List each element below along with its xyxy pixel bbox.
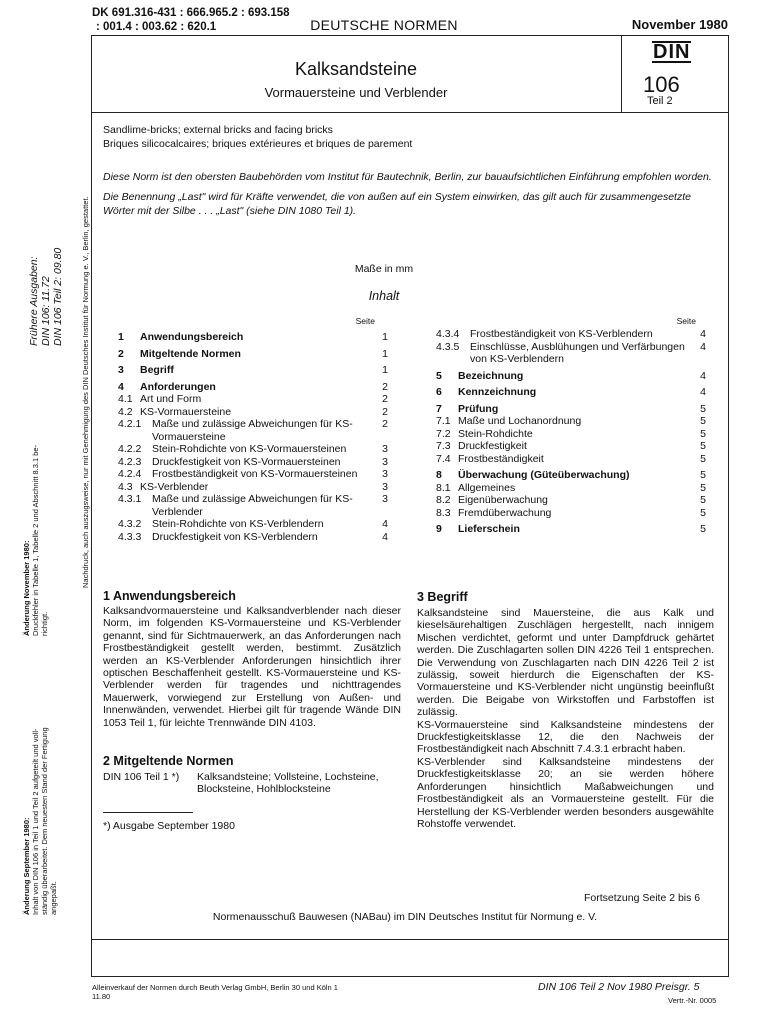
toc-number: 4.2.3 xyxy=(118,455,142,468)
toc-page-label-left: Seite xyxy=(355,316,375,326)
toc-number: 4.3.3 xyxy=(118,530,142,543)
toc-entry xyxy=(436,453,706,466)
toc-number: 4.2.4 xyxy=(118,468,142,480)
issue-date: November 1980 xyxy=(631,17,728,32)
toc-number: 4 xyxy=(118,380,124,393)
toc-title: KS-Verblender xyxy=(140,480,209,493)
toc-title: Allgemeines xyxy=(458,481,516,494)
paragraph: Kalksandsteine sind Mauersteine, die aus Kalk und kieselsäurehaltigen Zuschlägen hergestellt, nach innigem Mischen verdichtet, geformt und unter Dampfdruck gehärtet werden. Die Zuschlagarten sollen DIN 4226 Teil 1 entsprechen. Die Verwendung von Zuschlagarten nach DIN 4226 Teil 2 ist zulässig, soweit hierdurch die Eigenschaften der KS-Vormauersteine und KS-Verblender nicht ungünstig beeinflußt werden. Die Beigabe von Wirkstoffen und Farbstoffen ist zulässig. xyxy=(417,607,714,719)
toc-entry xyxy=(118,456,388,469)
toc-number: 4.3.4 xyxy=(436,328,460,340)
toc-entry xyxy=(436,415,706,428)
amendment-september xyxy=(22,727,58,915)
paragraph: KS-Verblender sind Kalksandsteine mindestens der Druckfestigkeitsklasse 20; an sie werden höhere Anforderungen hinsichtlich Maßabweichungen und Frostbeständigkeit als an Vormauersteine gestellt. Für die Herstellung der KS-Verblender werden besonders ausgewählte Rohstoffe verwendet. xyxy=(417,755,714,830)
english-title: Sandlime-bricks; external bricks and facing bricks xyxy=(103,124,333,136)
toc-number: 4.3.1 xyxy=(118,493,142,505)
toc-page-number: 4 xyxy=(700,369,706,382)
toc-number: 9 xyxy=(436,523,442,535)
previous-editions-title: Frühere Ausgaben: xyxy=(28,256,40,346)
toc-number: 3 xyxy=(118,364,124,376)
toc-title: Stein-Rohdichte von KS-Verblendern xyxy=(152,518,324,530)
toc-entry xyxy=(118,468,388,481)
preliminary-notes xyxy=(103,170,715,224)
toc-page-number: 2 xyxy=(382,393,388,405)
din-logo: DIN xyxy=(653,41,691,63)
toc-number: 4.3.5 xyxy=(436,340,460,353)
toc-page-number: 5 xyxy=(700,494,706,506)
toc-entry xyxy=(118,531,388,544)
toc-title: Eigenüberwachung xyxy=(458,494,548,506)
publisher-note xyxy=(92,983,338,1001)
contents-heading: Inhalt xyxy=(368,289,400,303)
toc-title: Überwachung (Güteüberwachung) xyxy=(458,469,630,481)
toc-entry xyxy=(118,406,388,419)
note-paragraph: Diese Norm ist den obersten Baubehörden vom Institut für Bautechnik, Berlin, zur bauaufsichtlichen Einführung empfohlen worden. xyxy=(103,171,712,183)
toc-number: 1 xyxy=(118,331,124,343)
toc-entry xyxy=(436,440,706,453)
toc-entry xyxy=(118,364,388,377)
toc-page-number: 3 xyxy=(382,468,388,480)
toc-entry xyxy=(436,328,706,341)
toc-number: 4.2.2 xyxy=(118,443,142,455)
toc-page-number: 3 xyxy=(382,443,388,455)
toc-page-number: 5 xyxy=(700,506,706,519)
toc-title: Bezeichnung xyxy=(458,369,524,382)
toc-number: 4.3 xyxy=(118,480,133,493)
toc-number: 4.3.2 xyxy=(118,518,142,530)
section-3 xyxy=(417,590,714,830)
toc-page-number: 3 xyxy=(382,493,388,505)
reference-number: DIN 106 Teil 1 *) xyxy=(103,771,180,783)
din-number: 106 xyxy=(643,72,680,97)
title-divider xyxy=(92,112,728,113)
toc-number: 4.2.1 xyxy=(118,418,142,430)
reference-title: Kalksandsteine; Vollsteine, Lochsteine, Blocksteine, Hohlblocksteine xyxy=(197,771,379,796)
previous-edition: DIN 106: 11.72 xyxy=(40,276,52,346)
toc-number: 7.3 xyxy=(436,440,451,452)
toc-page-number: 4 xyxy=(382,518,388,530)
toc-title: Art und Form xyxy=(140,393,202,405)
toc-title: Stein-Rohdichte xyxy=(458,427,533,440)
toc-page-number: 5 xyxy=(700,415,706,427)
toc-page-label-right: Seite xyxy=(676,316,696,326)
toc-page-number: 1 xyxy=(382,347,388,360)
toc-title: Anforderungen xyxy=(140,380,216,393)
toc-entry xyxy=(436,523,706,536)
toc-page-number: 5 xyxy=(700,440,706,452)
din-part: Teil 2 xyxy=(647,95,673,107)
toc-title: Druckfestigkeit xyxy=(458,440,527,452)
footnote: *) Ausgabe September 1980 xyxy=(103,820,235,832)
toc-title: Maße und zulässige Abweichungen für KS-Vormauersteine xyxy=(152,418,353,443)
toc-title: Frostbeständigkeit von KS-Verblendern xyxy=(470,328,653,340)
toc-title: Begriff xyxy=(140,364,174,376)
toc-page-number: 2 xyxy=(382,418,388,430)
title-translations xyxy=(103,123,713,151)
dk-line-1: DK 691.316-431 : 666.965.2 : 693.158 xyxy=(92,7,290,19)
toc-number: 7.1 xyxy=(436,415,451,427)
toc-page-number: 5 xyxy=(700,469,706,481)
toc-title: Einschlüsse, Ausblühungen und Verfärbungen von KS-Verblendern xyxy=(470,340,685,365)
toc-title: Fremdüberwachung xyxy=(458,506,552,519)
toc-title: Lieferschein xyxy=(458,523,520,535)
toc-page-number: 4 xyxy=(700,328,706,340)
note-paragraph: Die Benennung „Last" wird für Kräfte verwendet, die von außen auf ein System einwirken, das gilt auch für zusammengesetzte Wörter mit der Silbe . . . „Last" (siehe DIN 1080 Teil 1). xyxy=(103,191,691,217)
amendment-line: richtigt. xyxy=(40,611,49,636)
toc-page-number: 1 xyxy=(382,331,388,343)
committee-line: Normenausschuß Bauwesen (NABau) im DIN Deutsches Institut für Normung e. V. xyxy=(212,911,598,923)
toc-number: 4.1 xyxy=(118,393,133,405)
toc-page-number: 3 xyxy=(382,455,388,468)
amendment-line: Inhalt von DIN 106 in Teil 1 und Teil 2 aufgeteilt und voll- xyxy=(31,728,40,915)
toc-title: KS-Vormauersteine xyxy=(140,405,232,418)
continuation-note: Fortsetzung Seite 2 bis 6 xyxy=(584,892,701,904)
amendment-line: ständig überarbeitet. Dem neuesten Stand der Fertigung xyxy=(40,727,49,915)
toc-title: Frostbeständigkeit von KS-Vormauersteinen xyxy=(152,468,358,480)
toc-number: 8.1 xyxy=(436,481,451,494)
amendment-title: Änderung November 1980: xyxy=(22,540,31,636)
din-number-block xyxy=(621,35,729,112)
amendment-title: Änderung September 1980: xyxy=(22,817,31,915)
previous-editions xyxy=(28,248,64,346)
toc-title: Maße und Lochanordnung xyxy=(458,415,582,427)
toc-entry xyxy=(436,403,706,416)
section-heading: 2 Mitgeltende Normen xyxy=(103,754,234,768)
bottom-divider xyxy=(92,939,728,940)
amendment-line: angepaßt. xyxy=(49,881,58,915)
toc-title: Mitgeltende Normen xyxy=(140,347,241,360)
toc-number: 2 xyxy=(118,347,124,360)
toc-page-number: 3 xyxy=(382,480,388,493)
dk-line-2: : 001.4 : 003.62 : 620.1 xyxy=(96,21,217,33)
toc-title: Kennzeichnung xyxy=(458,386,537,398)
toc-entry xyxy=(118,493,388,518)
french-title: Briques silicocalcaires; briques extérieures et briques de parement xyxy=(103,138,413,150)
toc-page-number: 4 xyxy=(700,340,706,353)
amendment-line: Druckfehler in Tabelle 1, Tabelle 2 und Abschnitt 8.3.1 be- xyxy=(31,444,40,636)
section-heading: 1 Anwendungsbereich xyxy=(103,589,236,603)
toc-entry xyxy=(436,370,706,383)
toc-entry xyxy=(118,443,388,456)
toc-entry xyxy=(436,341,706,366)
toc-page-number: 4 xyxy=(700,386,706,398)
toc-title: Maße und zulässige Abweichungen für KS-Verblender xyxy=(152,493,353,518)
toc-title: Prüfung xyxy=(458,402,499,415)
toc-page-number: 5 xyxy=(700,523,706,535)
toc-right-column xyxy=(436,328,706,536)
toc-page-number: 1 xyxy=(382,364,388,376)
reprint-notice: Nachdruck, auch auszugsweise, nur mit Genehmigung des DIN Deutsches Institut für Normung e. V., Berlin, gestattet. xyxy=(81,196,90,588)
toc-number: 8.3 xyxy=(436,506,451,519)
document-title: Kalksandsteine xyxy=(294,59,418,79)
normative-reference xyxy=(103,771,401,796)
section-text xyxy=(417,607,714,830)
toc-entry xyxy=(118,481,388,494)
toc-left-column xyxy=(118,327,388,543)
toc-entry xyxy=(436,386,706,399)
units-note: Maße in mm xyxy=(354,263,414,275)
toc-entry xyxy=(436,482,706,495)
toc-title: Frostbeständigkeit xyxy=(458,452,544,465)
previous-edition: DIN 106 Teil 2: 09.80 xyxy=(52,247,64,346)
document-subtitle: Vormauersteine und Verblender xyxy=(264,85,448,100)
toc-page-number: 5 xyxy=(700,402,706,415)
toc-page-number: 5 xyxy=(700,481,706,494)
print-date: 11.80 xyxy=(92,992,111,1001)
section-heading: 3 Begriff xyxy=(417,590,468,604)
toc-number: 7.2 xyxy=(436,427,451,440)
toc-entry xyxy=(118,348,388,361)
paragraph: KS-Vormauersteine sind Kalksandsteine mindestens der Druckfestigkeitsklasse 12, die den Nachweis der Frostbeständigkeit nach Abschnitt 7.4.3.1 erbracht haben. xyxy=(417,718,714,756)
toc-entry xyxy=(436,494,706,507)
toc-number: 5 xyxy=(436,369,442,382)
amendment-november xyxy=(22,445,49,636)
section-1 xyxy=(103,589,401,729)
toc-entry xyxy=(118,331,388,344)
title-block xyxy=(91,35,621,112)
toc-page-number: 5 xyxy=(700,427,706,440)
toc-page-number: 4 xyxy=(382,530,388,543)
publisher-line: Alleinverkauf der Normen durch Beuth Verlag GmbH, Berlin 30 und Köln 1 xyxy=(92,983,338,992)
toc-title: Druckfestigkeit von KS-Verblendern xyxy=(152,530,318,543)
toc-title: Stein-Rohdichte von KS-Vormauersteinen xyxy=(152,443,347,455)
toc-title: Anwendungsbereich xyxy=(140,331,244,343)
toc-page-number: 5 xyxy=(700,452,706,465)
toc-number: 8.2 xyxy=(436,494,451,506)
footnote-rule xyxy=(103,812,193,813)
toc-page-number: 2 xyxy=(382,380,388,393)
toc-number: 7.4 xyxy=(436,452,451,465)
toc-entry xyxy=(118,418,388,443)
toc-page-number: 2 xyxy=(382,405,388,418)
toc-entry xyxy=(118,381,388,394)
toc-entry xyxy=(436,507,706,520)
toc-entry xyxy=(436,469,706,482)
toc-title: Druckfestigkeit von KS-Vormauersteinen xyxy=(152,455,341,468)
toc-entry xyxy=(118,393,388,406)
standard-series-label: DEUTSCHE NORMEN xyxy=(310,17,458,33)
toc-entry xyxy=(436,428,706,441)
toc-number: 8 xyxy=(436,469,442,481)
toc-entry xyxy=(118,518,388,531)
section-2 xyxy=(103,754,401,796)
toc-number: 4.2 xyxy=(118,405,133,418)
toc-number: 6 xyxy=(436,386,442,398)
distribution-number: Vertr.-Nr. 0005 xyxy=(668,996,717,1005)
document-reference: DIN 106 Teil 2 Nov 1980 Preisgr. 5 xyxy=(538,981,700,993)
toc-number: 7 xyxy=(436,402,442,415)
section-text: Kalksandvormauersteine und Kalksandverblender nach dieser Norm, im folgenden KS-Vormauersteine und KS-Verblender genannt, sind für Sichtmauerwerk, an das Anforderungen nach Frostbeständigkeit gestellt werden, bestimmt. Zusätzlich werden an KS-Verblender Anforderungen hinsichtlich ihrer optischen Beschaffenheit gestellt. KS-Vormauersteine und KS-Verblender werden für tragendes und nichttragendes Mauerwerk, vorwiegend zur Erstellung von Außen- und Innenwänden, verwendet. Hierbei gilt für tragende Wände DIN 1053 Teil 1, für leichte Trennwände DIN 4103. xyxy=(103,605,401,729)
